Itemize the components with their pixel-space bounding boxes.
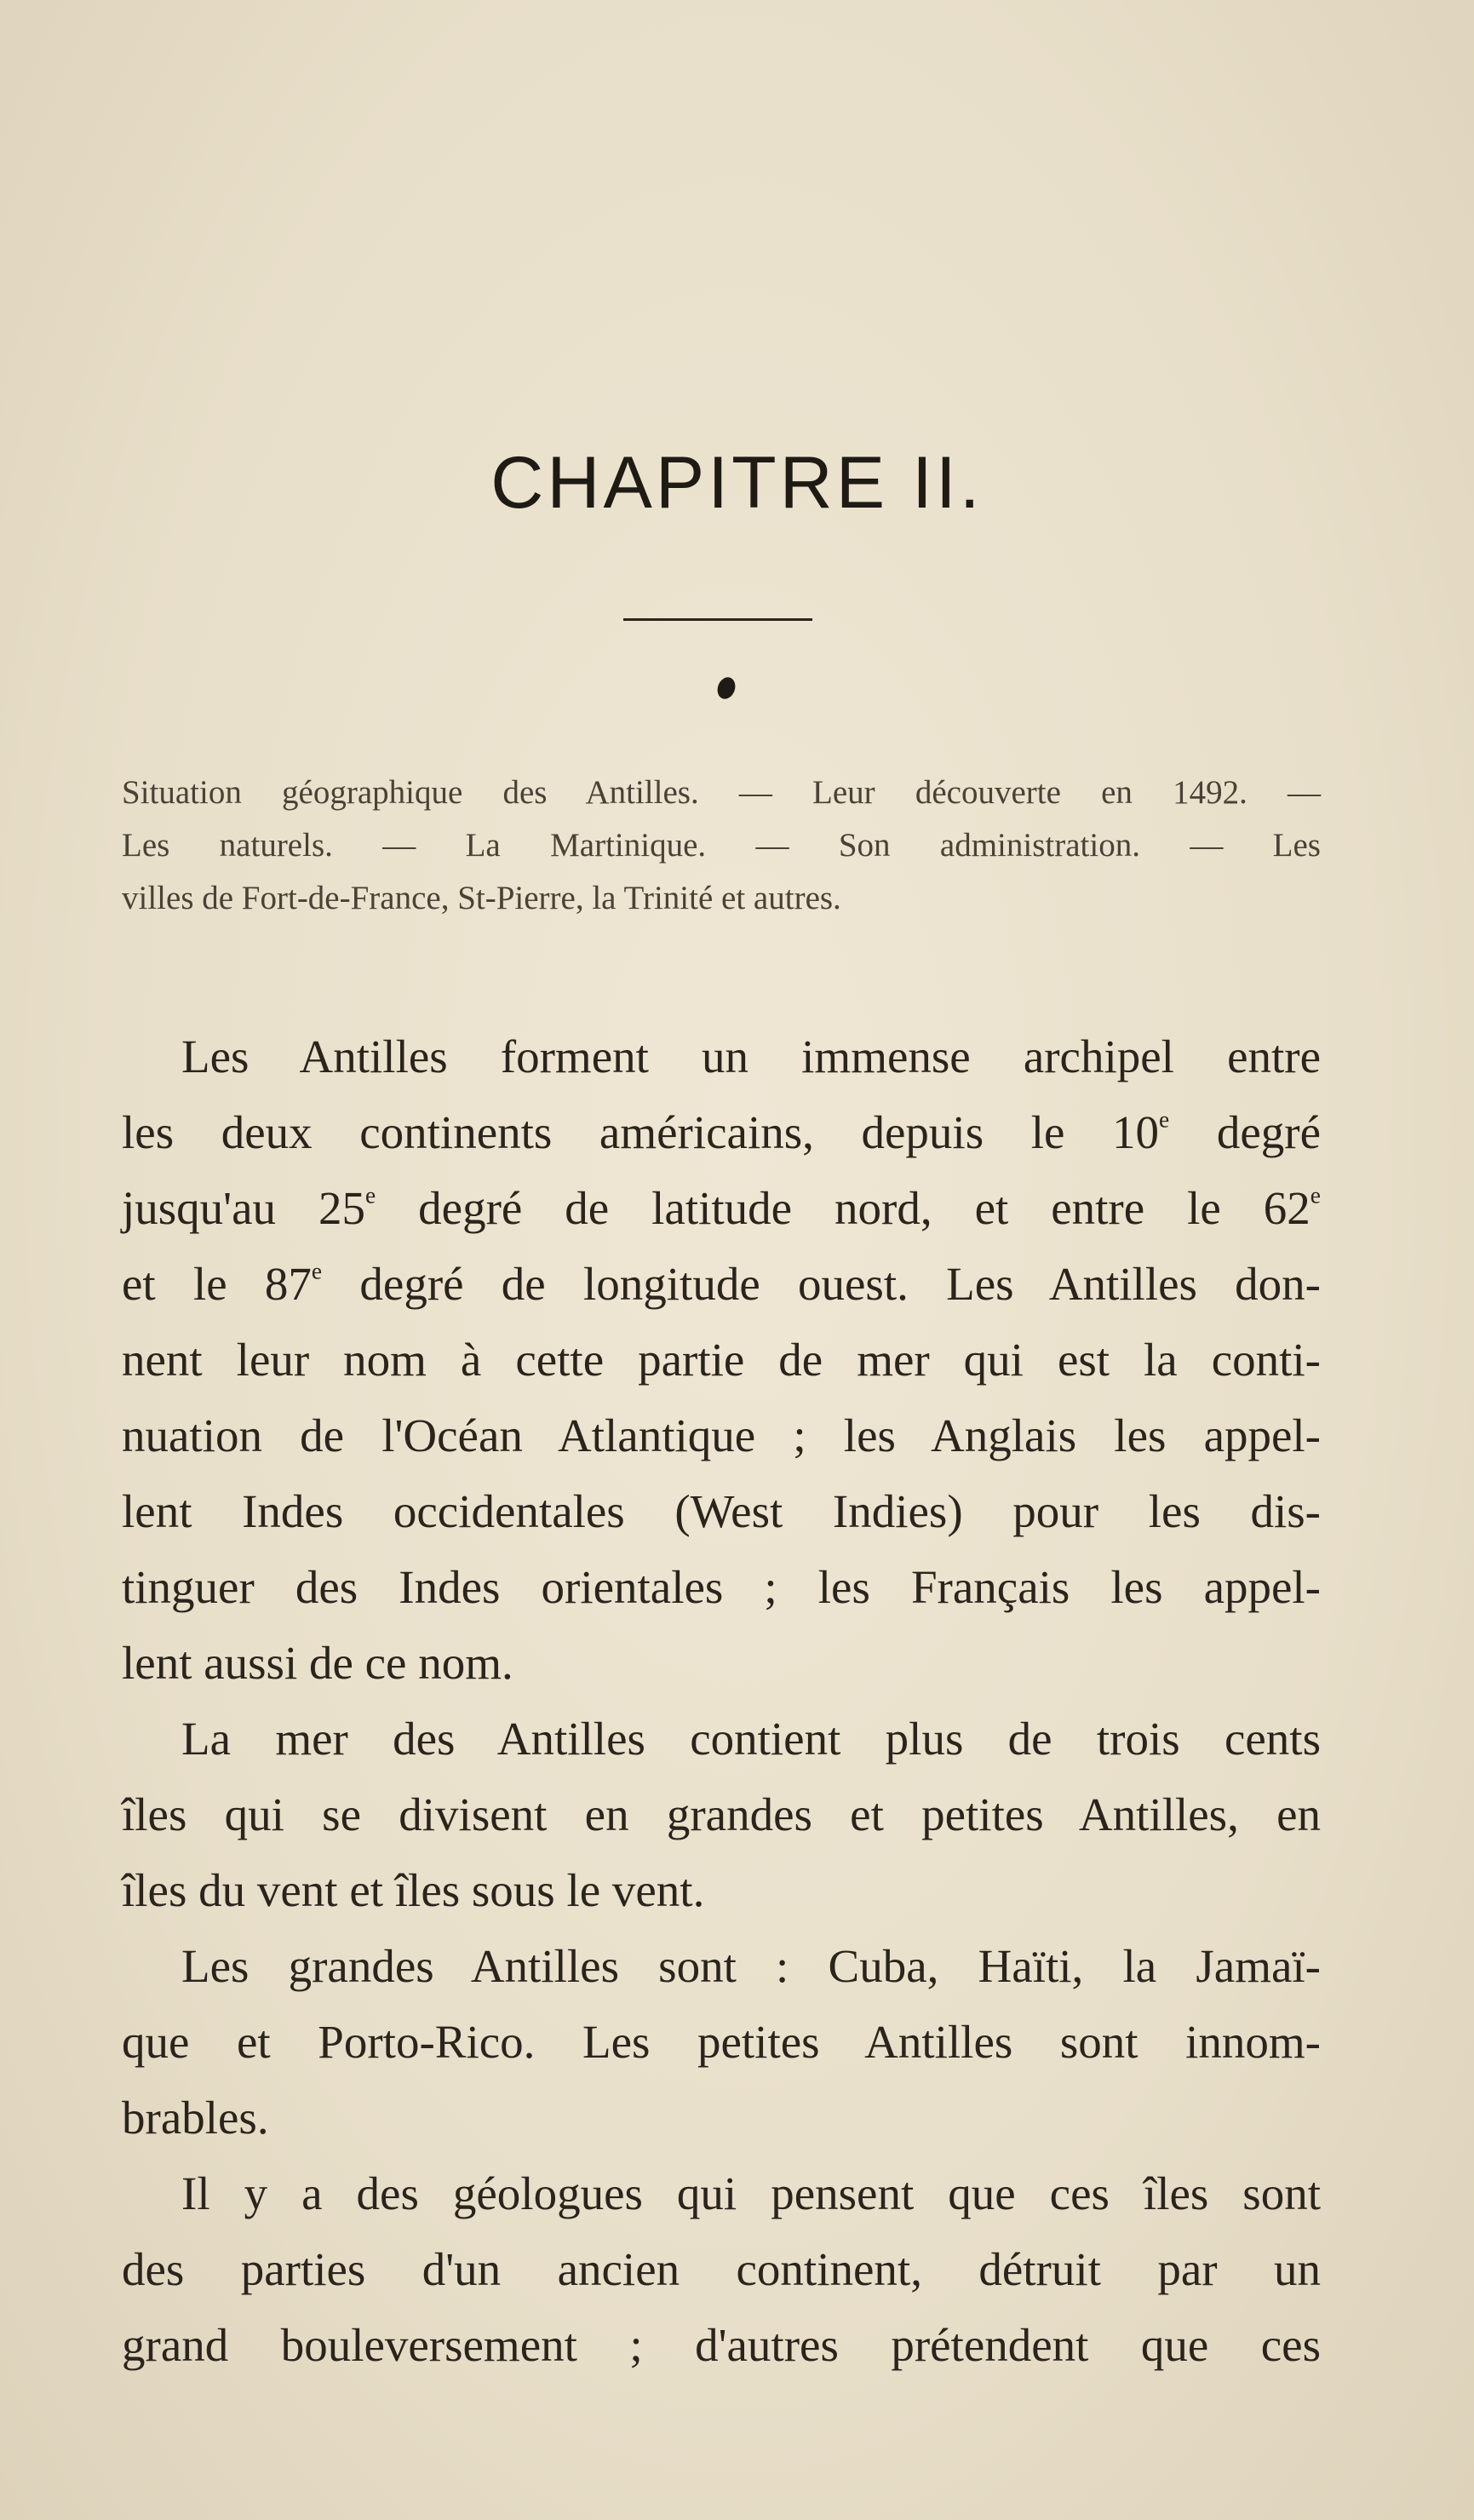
text-line: îles qui se divisent en grandes et petites Antilles, en <box>122 1788 1321 1840</box>
text-fragment: jusqu'au 25 <box>122 1182 365 1234</box>
text-fragment: et le 87 <box>122 1258 312 1310</box>
text-line: La mer des Antilles contient plus de trois cents <box>181 1713 1321 1765</box>
ordinal-suffix: e <box>364 1181 376 1208</box>
paragraph <box>122 2155 1321 2383</box>
text-fragment: degré <box>1169 1106 1322 1158</box>
text-fragment: degré de longitude ouest. Les Antilles don- <box>322 1258 1321 1310</box>
text-line: grand bouleversement ; d'autres prétendent que ces <box>122 2319 1321 2371</box>
text-line: lent aussi de ce nom. <box>122 1637 513 1689</box>
text-line: brables. <box>122 2092 269 2144</box>
text-line: Les Antilles forment un immense archipel entre <box>181 1030 1321 1082</box>
title-rule <box>623 618 812 621</box>
ornament-dot <box>714 674 738 701</box>
text-line: Il y a des géologues qui pensent que ces îles sont <box>181 2167 1321 2219</box>
text-line: îles du vent et îles sous le vent. <box>122 1864 705 1916</box>
text-line: lent Indes occidentales (West Indies) pour les dis- <box>122 1485 1321 1537</box>
text-line: nuation de l'Océan Atlantique ; les Anglais les appel- <box>122 1409 1321 1461</box>
summary-line: Les naturels. — La Martinique. — Son administration. — Les <box>122 827 1321 864</box>
text-line <box>122 1094 1321 1170</box>
chapter-summary <box>122 766 1321 925</box>
ordinal-suffix: e <box>1159 1105 1170 1133</box>
paragraph <box>122 1928 1321 2155</box>
ordinal-suffix: e <box>1310 1181 1321 1208</box>
text-line: Les grandes Antilles sont : Cuba, Haïti, la Jamaï- <box>181 1940 1321 1992</box>
body-text <box>122 1019 1321 2383</box>
text-fragment: les deux continents américains, depuis le 10 <box>122 1106 1160 1158</box>
text-line: que et Porto-Rico. Les petites Antilles sont innom- <box>122 2016 1321 2068</box>
summary-line: Situation géographique des Antilles. — Leur découverte en 1492. — <box>122 774 1321 811</box>
paragraph <box>122 1701 1321 1928</box>
text-line: nent leur nom à cette partie de mer qui est la conti- <box>122 1334 1321 1386</box>
text-line: des parties d'un ancien continent, détruit par un <box>122 2243 1321 2295</box>
ordinal-suffix: e <box>311 1257 323 1284</box>
paragraph <box>122 1019 1321 1701</box>
chapter-title: CHAPITRE II. <box>490 442 984 524</box>
text-line: tinguer des Indes orientales ; les Français les appel- <box>122 1561 1321 1613</box>
text-line <box>122 1246 1321 1322</box>
text-line <box>122 1170 1321 1246</box>
text-fragment: degré de latitude nord, et entre le 62 <box>376 1182 1311 1234</box>
summary-line: villes de Fort-de-France, St-Pierre, la Trinité et autres. <box>122 880 841 916</box>
